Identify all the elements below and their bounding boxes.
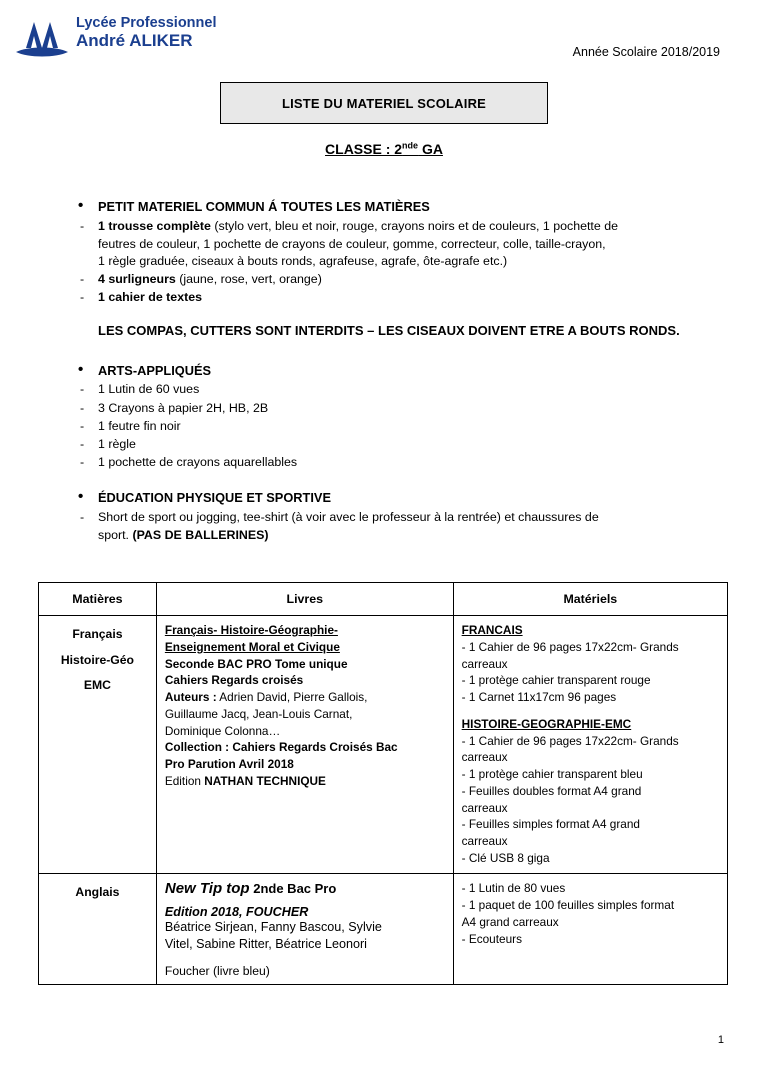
book-edition-name: NATHAN TECHNIQUE xyxy=(204,773,326,788)
materiel-subheading: FRANCAIS xyxy=(461,623,523,637)
book-authors-part: Adrien David, Pierre Gallois, xyxy=(216,690,368,704)
school-name-line1: Lycée Professionnel xyxy=(76,15,217,31)
materiel-subheading: HISTOIRE-GEOGRAPHIE-EMC xyxy=(461,716,632,731)
materiel-line: - 1 Cahier de 96 pages 17x22cm- Grands xyxy=(461,733,679,748)
materiel-line: - Clé USB 8 giga xyxy=(461,850,550,865)
school-logo xyxy=(14,14,217,60)
table-row xyxy=(39,873,728,984)
book-label-collection: Collection : xyxy=(164,740,230,755)
item-bold: 1 cahier de textes xyxy=(98,290,203,305)
list-item: - 1 pochette de crayons aquarellables xyxy=(62,454,722,471)
materiel-line: - 1 Cahier de 96 pages 17x22cm- Grands xyxy=(461,639,679,654)
book-line: Seconde BAC PRO Tome unique xyxy=(164,656,348,671)
book-line: Enseignement Moral et Civique xyxy=(164,639,340,654)
class-sup: nde xyxy=(402,140,419,150)
book-title xyxy=(165,880,445,897)
item-text: (jaune, rose, vert, orange) xyxy=(175,271,322,286)
book-authors-line: Vitel, Sabine Ritter, Béatrice Leonori xyxy=(164,937,367,952)
spacer xyxy=(462,706,719,716)
cell-matiere xyxy=(39,616,157,874)
materiel-line: - 1 Lutin de 80 vues xyxy=(461,880,566,895)
eps-cont-prefix: sport. xyxy=(98,527,133,542)
list-item: - 1 règle xyxy=(62,436,722,453)
school-year: Année Scolaire 2018/2019 xyxy=(572,45,720,59)
materiel-line: A4 grand carreaux xyxy=(461,914,559,929)
warning-notice: LES COMPAS, CUTTERS SONT INTERDITS – LES CISEAUX DOIVENT ETRE A BOUTS RONDS. xyxy=(98,323,680,339)
materiel-line: - 1 protège cahier transparent rouge xyxy=(461,673,651,688)
document-title: LISTE DU MATERIEL SCOLAIRE xyxy=(281,95,487,111)
book-line: Guillaume Jacq, Jean-Louis Carnat, xyxy=(164,706,353,721)
table-row xyxy=(39,616,728,874)
school-name-line2: André ALIKER xyxy=(76,30,193,50)
book-line: Cahiers Regards croisés xyxy=(164,673,304,688)
book-line xyxy=(165,739,445,756)
list-item: - Short de sport ou jogging, tee-shirt (à voir avec le professeur à la rentrée) et chaussures de xyxy=(62,509,722,526)
materiel-line: carreaux xyxy=(461,800,508,815)
book-edition-label: Edition xyxy=(164,773,205,788)
matiere-line: EMC xyxy=(83,678,111,693)
book-line: Pro Parution Avril 2018 xyxy=(164,757,294,771)
materiel-line: - Feuilles simples format A4 grand xyxy=(461,817,640,832)
book-authors-line: Béatrice Sirjean, Fanny Bascou, Sylvie xyxy=(164,919,382,934)
table-header-row xyxy=(39,583,728,616)
list-item: - 1 feutre fin noir xyxy=(62,418,722,435)
materiel-line: - 1 paquet de 100 feuilles simples format xyxy=(461,897,675,912)
list-item xyxy=(62,218,722,235)
column-header-matieres: Matières xyxy=(39,583,157,616)
section-heading-arts: • ARTS-APPLIQUÉS xyxy=(62,362,722,380)
column-header-materiels: Matériels xyxy=(453,583,727,616)
supplies-table xyxy=(38,582,728,985)
cell-materiels xyxy=(453,616,727,874)
list-item xyxy=(62,271,722,288)
book-collection-part: Cahiers Regards Croisés Bac xyxy=(229,740,398,755)
materiel-line: carreaux xyxy=(461,656,508,671)
document-title-box xyxy=(220,82,548,124)
matiere-line: Histoire-Géo xyxy=(60,652,134,667)
book-line: Dominique Colonna… xyxy=(164,723,281,738)
materiel-line: - Feuilles doubles format A4 grand xyxy=(461,783,642,798)
column-header-livres: Livres xyxy=(156,583,453,616)
section-heading-eps: • ÉDUCATION PHYSIQUE ET SPORTIVE xyxy=(62,489,722,507)
list-item-continuation: 1 règle graduée, ciseaux à bouts ronds, agrafeuse, agrafe, ôte-agrafe etc.) xyxy=(98,253,508,268)
eps-cont-bold: (PAS DE BALLERINES) xyxy=(132,527,269,542)
item-bold: 4 surligneurs xyxy=(98,271,176,286)
book-title-sub: 2nde Bac Pro xyxy=(249,880,337,896)
book-label-auteurs: Auteurs : xyxy=(164,690,217,704)
cell-livres xyxy=(156,873,453,984)
class-label: CLASSE : 2 xyxy=(325,140,403,157)
book-line: Français- Histoire-Géographie- xyxy=(164,623,338,637)
materiel-line: - Ecouteurs xyxy=(461,931,522,946)
list-item-continuation: feutres de couleur, 1 pochette de crayons de couleur, gomme, correcteur, colle, taille-crayon, xyxy=(98,236,606,251)
cell-materiels xyxy=(453,873,727,984)
book-edition: Edition 2018, FOUCHER xyxy=(164,904,309,919)
list-item-continuation xyxy=(62,527,722,544)
materiel-line: - 1 Carnet 11x17cm 96 pages xyxy=(461,690,617,704)
page-number: 1 xyxy=(717,1034,724,1046)
class-suffix: GA xyxy=(418,140,443,157)
materiel-line: - 1 protège cahier transparent bleu xyxy=(461,767,643,781)
supplies-content xyxy=(62,188,722,544)
class-line xyxy=(0,140,768,157)
cell-livres xyxy=(156,616,453,874)
materiel-line: carreaux xyxy=(461,834,508,848)
document-header xyxy=(0,0,768,72)
section-heading-common: • PETIT MATERIEL COMMUN Á TOUTES LES MATIÈRES xyxy=(62,198,722,216)
book-line xyxy=(165,689,445,706)
book-publisher: Foucher (livre bleu) xyxy=(164,963,270,978)
logo-mark-icon xyxy=(14,14,70,60)
book-title-main: New Tip top xyxy=(164,879,250,897)
materiel-line: carreaux xyxy=(461,750,508,765)
cell-matiere xyxy=(39,873,157,984)
list-item: - 3 Crayons à papier 2H, HB, 2B xyxy=(62,400,722,417)
item-text: (stylo vert, bleu et noir, rouge, crayons noirs et de couleurs, 1 pochette de xyxy=(210,218,618,233)
book-line xyxy=(165,773,445,790)
list-item xyxy=(62,289,722,306)
school-name xyxy=(76,14,217,50)
matiere-line: Anglais xyxy=(75,884,120,899)
item-bold: 1 trousse complète xyxy=(98,218,211,233)
matiere-line: Français xyxy=(72,627,123,641)
list-item: - 1 Lutin de 60 vues xyxy=(62,381,722,398)
